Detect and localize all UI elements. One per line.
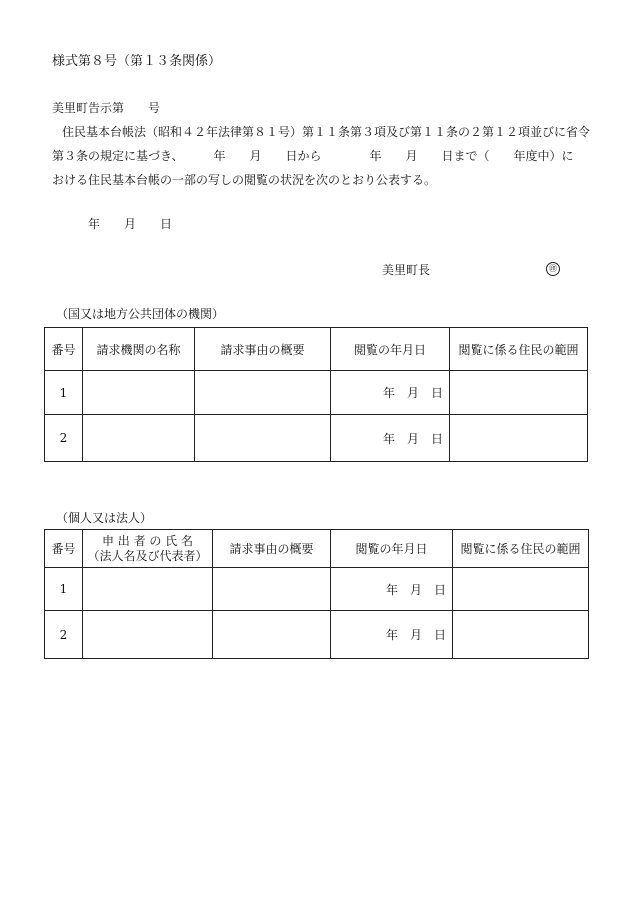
header-number: 番号 [45, 328, 83, 371]
form-title: 様式第８号（第１３条関係） [52, 54, 222, 69]
applicant-name-cell [83, 568, 213, 611]
notice-date: 年 月 日 [88, 217, 173, 231]
header-request-reason: 請求事由の概要 [195, 328, 331, 371]
request-reason-cell [213, 611, 331, 659]
table1-caption: （国又は地方公共団体の機関） [56, 307, 225, 321]
view-date-cell: 年 月 日 [331, 415, 450, 462]
mayor-signature: 美里町長 [382, 263, 431, 277]
resident-scope-cell [453, 611, 589, 659]
table-row [45, 415, 588, 462]
row-number: 1 [45, 371, 83, 415]
seal-icon: ㊞ [546, 262, 560, 276]
resident-scope-cell [453, 568, 589, 611]
header-number: 番号 [45, 530, 83, 568]
view-date-cell: 年 月 日 [331, 611, 453, 659]
table2-caption: （個人又は法人） [56, 511, 153, 525]
header-resident-scope: 閲覧に係る住民の範囲 [450, 328, 588, 371]
request-reason-cell [195, 415, 331, 462]
public-agency-table [44, 327, 588, 462]
view-date-cell: 年 月 日 [331, 371, 450, 415]
table-row [45, 611, 589, 659]
view-date-cell: 年 月 日 [331, 568, 453, 611]
table-header-row [45, 328, 588, 371]
resident-scope-cell [450, 371, 588, 415]
table-row [45, 371, 588, 415]
resident-scope-cell [450, 415, 588, 462]
header-view-date: 閲覧の年月日 [331, 328, 450, 371]
row-number: 1 [45, 568, 83, 611]
body-line-1: 住民基本台帳法（昭和４２年法律第８１号）第１１条第３項及び第１１条の２第１２項並びに省令 [62, 125, 591, 139]
row-number: 2 [45, 611, 83, 659]
notice-number: 美里町告示第 号 [52, 101, 161, 115]
applicant-name-cell [83, 611, 213, 659]
table-header-row [45, 530, 589, 568]
table-row [45, 568, 589, 611]
agency-name-cell [83, 415, 195, 462]
header-request-reason: 請求事由の概要 [213, 530, 331, 568]
header-agency-name: 請求機関の名称 [83, 328, 195, 371]
individual-corporation-table [44, 529, 589, 659]
row-number: 2 [45, 415, 83, 462]
request-reason-cell [213, 568, 331, 611]
header-view-date: 閲覧の年月日 [331, 530, 453, 568]
agency-name-cell [83, 371, 195, 415]
header-resident-scope: 閲覧に係る住民の範囲 [453, 530, 589, 568]
request-reason-cell [195, 371, 331, 415]
body-line-2: 第３条の規定に基づき、 年 月 日から 年 月 日まで（ 年度中）に [52, 149, 574, 163]
header-applicant-name [83, 530, 213, 568]
header-applicant-name-line2: （法人名及び代表者） [87, 548, 208, 563]
body-line-3: おける住民基本台帳の一部の写しの閲覧の状況を次のとおり公表する。 [52, 173, 437, 187]
header-applicant-name-line1: 申 出 者 の 氏 名 [101, 533, 194, 548]
